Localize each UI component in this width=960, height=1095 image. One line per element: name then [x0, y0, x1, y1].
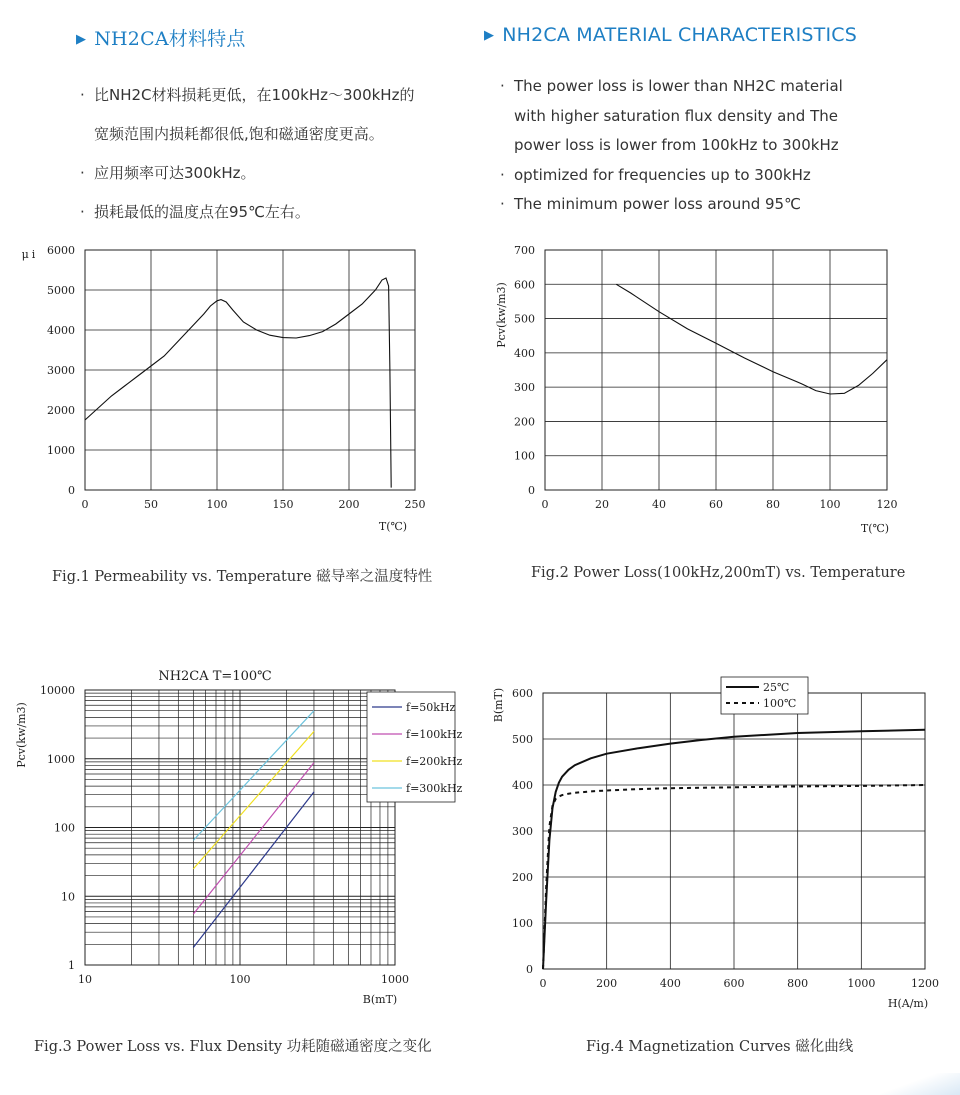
x-tick-label: 1000 — [847, 977, 876, 990]
bullet-dot: · — [80, 164, 85, 182]
feature-text: with higher saturation flux density and The — [514, 106, 838, 125]
y-tick-label: 6000 — [47, 244, 75, 257]
feature-text: 损耗最低的温度点在95℃左右。 — [94, 203, 310, 221]
y-tick-label: 600 — [514, 278, 535, 292]
feature-item — [500, 161, 900, 191]
x-tick-label: 80 — [766, 498, 780, 511]
y-axis-label: Pcv(kw/m3) — [15, 702, 28, 768]
y-tick-label: 0 — [528, 484, 535, 497]
x-tick-label: 800 — [787, 977, 809, 990]
bullet-dot: · — [500, 77, 505, 95]
feature-text: optimized for frequencies up to 300kHz — [514, 165, 811, 184]
feature-text: The minimum power loss around 95℃ — [514, 195, 801, 213]
feature-item — [500, 131, 900, 161]
series-line — [193, 792, 314, 948]
y-tick-label: 1 — [68, 959, 75, 972]
feature-item — [500, 72, 900, 102]
x-tick-label: 400 — [659, 977, 681, 990]
bullet-dot: · — [500, 165, 505, 184]
y-tick-label: 1000 — [47, 752, 75, 766]
x-tick-label: 100 — [229, 973, 251, 986]
x-tick-label: 60 — [709, 498, 723, 511]
y-tick-label: 0 — [68, 484, 75, 497]
y-tick-label: 500 — [512, 733, 533, 746]
y-tick-label: 1000 — [47, 444, 75, 457]
y-tick-label: 300 — [514, 381, 535, 395]
y-tick-label: 10000 — [40, 684, 75, 697]
feature-item — [80, 115, 470, 154]
x-axis-label: T(℃) — [378, 520, 408, 533]
triangle-bullet-icon: ▶ — [76, 32, 87, 47]
legend-label: 100℃ — [763, 697, 797, 710]
y-axis-label: μi — [21, 248, 39, 261]
figure-caption: Fig.1 Permeability vs. Temperature 磁导率之温度特性 — [52, 569, 433, 585]
y-tick-label: 3000 — [47, 364, 75, 377]
chart-power-loss-vs-temperature — [480, 230, 960, 550]
bullet-dot: · — [80, 203, 85, 221]
feature-item — [80, 76, 470, 115]
section-heading-en — [484, 24, 857, 46]
x-tick-label: 100 — [819, 498, 841, 511]
feature-text: 应用频率可达300kHz。 — [94, 164, 256, 182]
x-tick-label: 0 — [541, 498, 549, 511]
y-tick-label: 5000 — [47, 284, 75, 297]
feature-item — [80, 154, 470, 193]
x-tick-label: 0 — [81, 498, 89, 511]
x-tick-label: 250 — [404, 498, 426, 511]
legend-label: f=100kHz — [406, 728, 463, 741]
x-tick-label: 120 — [876, 498, 898, 511]
y-tick-label: 300 — [512, 825, 533, 838]
x-tick-label: 10 — [78, 973, 92, 986]
figure-caption: Fig.4 Magnetization Curves 磁化曲线 — [586, 1039, 854, 1055]
x-tick-label: 1200 — [911, 977, 939, 990]
feature-text: power loss is lower from 100kHz to 300kHz — [514, 136, 839, 154]
section-heading-cn-text: NH2CA材料特点 — [94, 28, 246, 50]
y-tick-label: 200 — [512, 871, 533, 884]
y-tick-label: 400 — [512, 779, 533, 792]
x-tick-label: 150 — [272, 498, 294, 511]
feature-item — [80, 193, 470, 232]
feature-list-cn — [80, 76, 470, 232]
y-tick-label: 500 — [514, 312, 535, 326]
figure-caption: Fig.2 Power Loss(100kHz,200mT) vs. Temperature — [531, 565, 906, 581]
y-axis-label: Pcv(kw/m3) — [495, 282, 508, 348]
y-tick-label: 100 — [514, 449, 535, 463]
chart-title: NH2CA T=100℃ — [158, 669, 272, 684]
legend-label: f=300kHz — [406, 782, 463, 795]
triangle-bullet-icon: ▶ — [484, 28, 495, 43]
x-axis-label: H(A/m) — [887, 997, 929, 1010]
legend-label: 25℃ — [763, 681, 790, 694]
feature-text: 宽频范围内损耗都很低,饱和磁通密度更高。 — [94, 125, 384, 143]
series-line — [616, 284, 887, 394]
figure-caption: Fig.3 Power Loss vs. Flux Density 功耗随磁通密度之变化 — [34, 1039, 432, 1055]
chart-permeability-vs-temperature — [0, 230, 480, 550]
chart-magnetization-curves — [480, 665, 960, 1025]
legend-label: f=50kHz — [406, 701, 456, 714]
x-axis-label: B(mT) — [362, 993, 398, 1006]
x-tick-label: 50 — [144, 498, 158, 511]
legend-label: f=200kHz — [406, 755, 463, 768]
y-tick-label: 200 — [514, 415, 535, 429]
section-heading-en-text: NH2CA MATERIAL CHARACTERISTICS — [502, 24, 857, 46]
y-tick-label: 2000 — [47, 404, 75, 417]
x-tick-label: 20 — [595, 498, 609, 511]
y-tick-label: 700 — [514, 244, 535, 257]
feature-item — [500, 190, 900, 220]
chart-power-loss-vs-flux-density — [0, 655, 480, 1015]
x-axis-label: T(℃) — [860, 522, 890, 535]
y-tick-label: 400 — [514, 346, 535, 360]
feature-text: The power loss is lower than NH2C material — [514, 77, 843, 95]
y-tick-label: 100 — [512, 917, 533, 930]
series-line — [193, 711, 314, 841]
x-tick-label: 1000 — [381, 973, 409, 986]
y-tick-label: 10 — [61, 890, 75, 904]
series-line — [85, 278, 391, 488]
x-tick-label: 40 — [652, 498, 666, 511]
y-tick-label: 0 — [526, 963, 533, 976]
feature-text: 比NH2C材料损耗更低，在100kHz～300kHz的 — [94, 86, 415, 104]
y-tick-label: 4000 — [47, 324, 75, 337]
x-tick-label: 200 — [338, 498, 360, 511]
corner-decoration — [880, 1073, 960, 1095]
y-axis-label: B(mT) — [492, 687, 505, 723]
section-heading-cn — [76, 24, 246, 51]
x-tick-label: 100 — [206, 498, 228, 511]
y-tick-label: 600 — [512, 687, 533, 700]
x-tick-label: 0 — [539, 977, 547, 990]
x-tick-label: 600 — [723, 977, 745, 990]
feature-list-en — [500, 72, 900, 220]
bullet-dot: · — [500, 195, 505, 213]
x-tick-label: 200 — [596, 977, 618, 990]
y-tick-label: 100 — [54, 821, 75, 835]
feature-item — [500, 102, 900, 132]
bullet-dot: · — [80, 86, 85, 104]
